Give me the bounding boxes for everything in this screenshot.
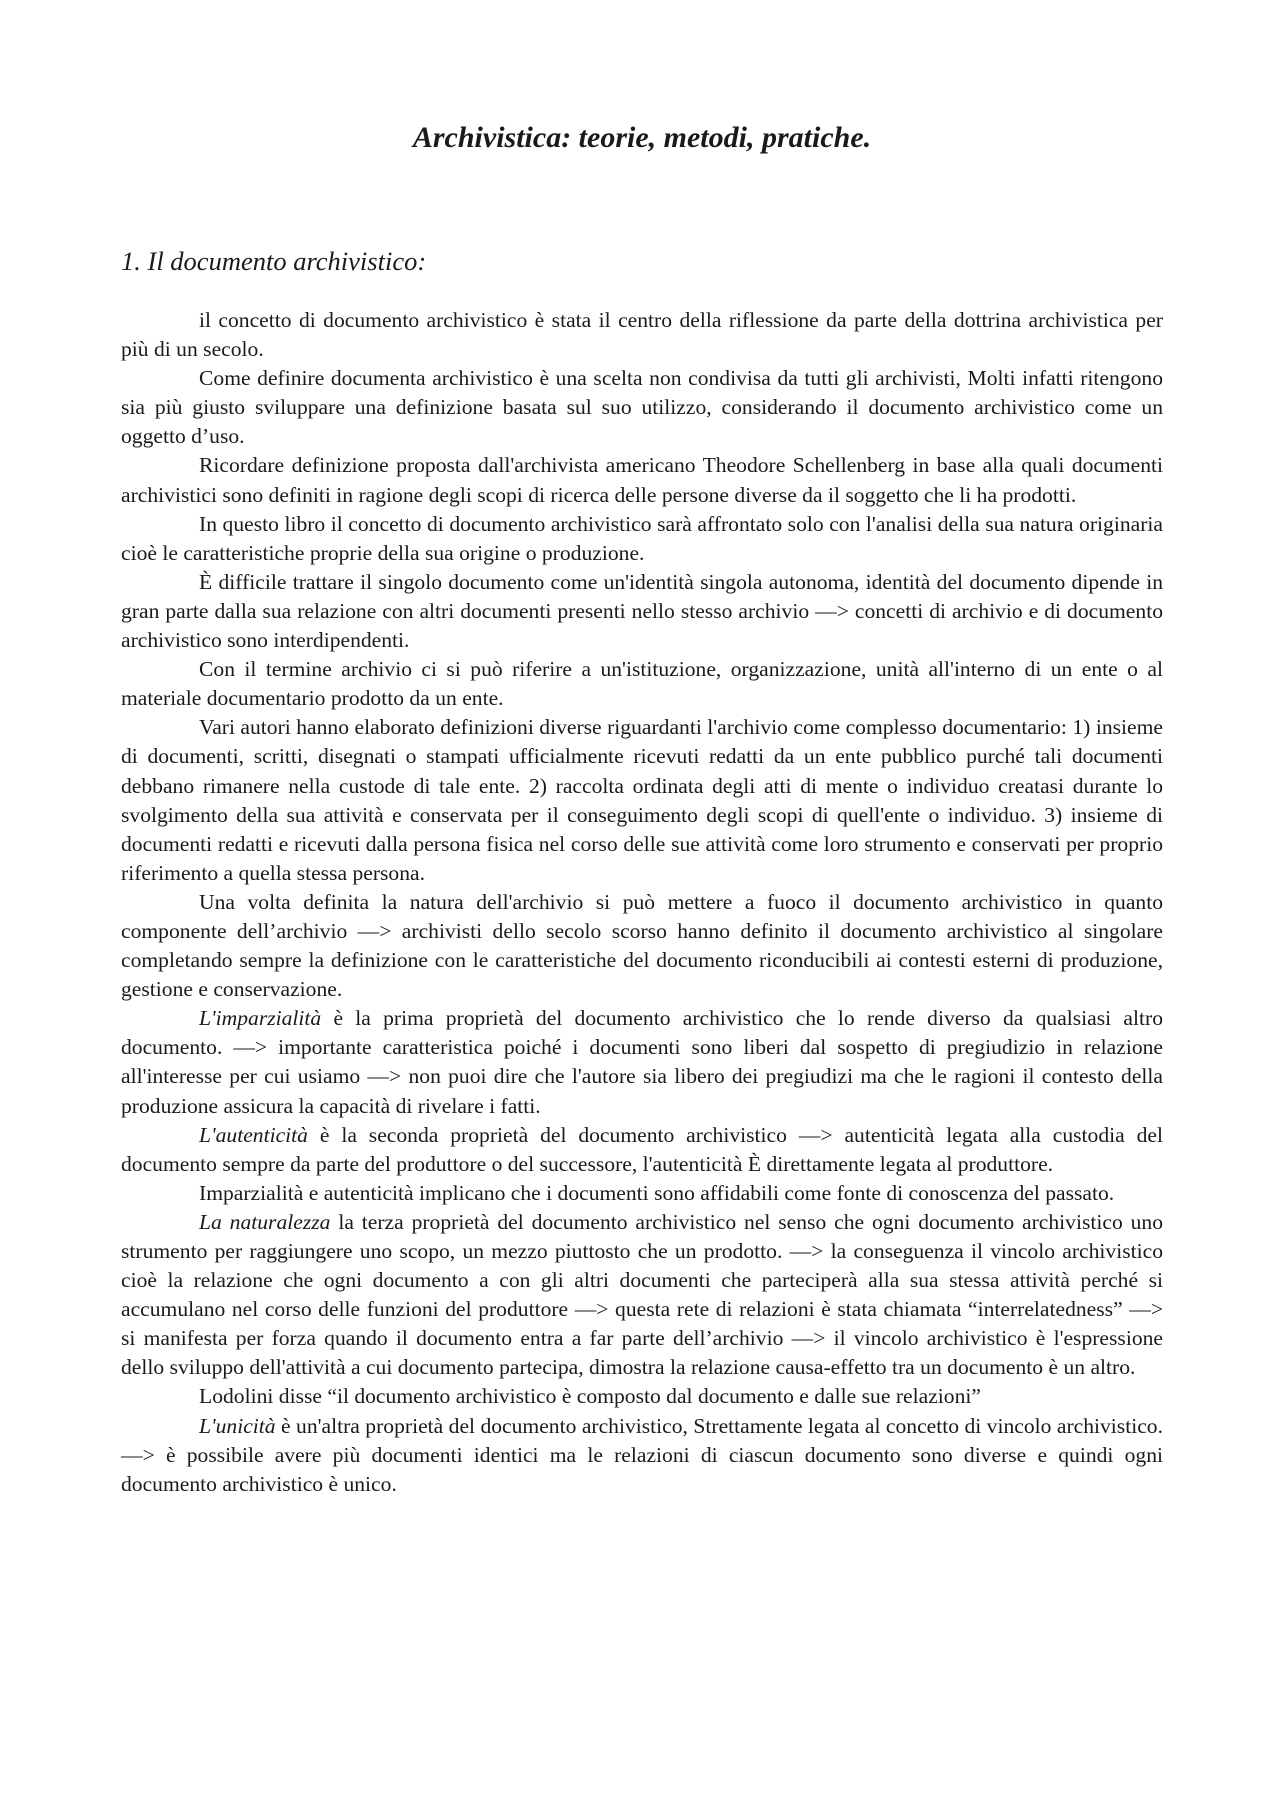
paragraph-text: è un'altra proprietà del documento archivistico, Strettamente legata al concetto di vincolo archivistico. —> è possibile avere più documenti identici ma le relazioni di ciascun documento sono diverse e quindi ogni documento archivistico è unico. [121,1413,1163,1496]
paragraph-text: Con il termine archivio ci si può riferire a un'istituzione, organizzazione, unità all'interno di un ente o al materiale documentario prodotto da un ente. [121,657,1163,711]
paragraph-text: Vari autori hanno elaborato definizioni diverse riguardanti l'archivio come complesso documentario: 1) insieme di documenti, scritti, disegnati o stampati ufficialmente ricevuti redatti da un ente pubblico purché tali documenti debbano rimanere nella custode di tale ente. 2) raccolta ordinata degli atti di mente o individuo creatasi durante lo svolgimento della sua attività e conservata per il conseguimento degli scopi di quell'ente o individuo. 3) insieme di documenti redatti e ricevuti dalla persona fisica nel corso delle sue attività come loro strumento e conservati per proprio riferimento a quella stessa persona. [121,715,1163,885]
paragraph-lead: L'imparzialità [199,1006,322,1031]
body-text [121,306,1163,1499]
paragraph [121,1382,1163,1411]
paragraph [121,364,1163,451]
paragraph-text: Ricordare definizione proposta dall'archivista americano Theodore Schellenberg in base alla quali documenti archivistici sono definiti in ragione degli scopi di ricerca delle persone diverse da il soggetto che li ha prodotti. [121,453,1163,507]
paragraph [121,1121,1163,1179]
paragraph-text: Imparzialità e autenticità implicano che i documenti sono affidabili come fonte di conoscenza del passato. [199,1180,1115,1205]
paragraph [121,451,1163,509]
paragraph-text: Come definire documenta archivistico è una scelta non condivisa da tutti gli archivisti, Molti infatti ritengono sia più giusto sviluppare una definizione basata sul suo utilizzo, considerando il documento archivistico come un oggetto d’uso. [121,366,1163,449]
paragraph [121,568,1163,655]
section-heading: 1. Il documento archivistico: [121,246,427,276]
paragraph-text: è la prima proprietà del documento archivistico che lo rende diverso da qualsiasi altro documento. —> importante caratteristica poiché i documenti sono liberi dal sospetto di pregiudizio in relazione all'interesse per cui usiamo —> non puoi dire che l'autore sia libero dei pregiudizi ma che le ragioni il contesto della produzione assicura la capacità di rivelare i fatti. [121,1006,1163,1118]
paragraph-lead: La naturalezza [199,1209,331,1234]
paragraph-text: Una volta definita la natura dell'archivio si può mettere a fuoco il documento archivistico in quanto componente dell’archivio —> archivisti dello secolo scorso hanno definito il documento archivistico al singolare completando sempre la definizione con le caratteristiche del documento riconducibili ai contesti esterni di produzione, gestione e conservazione. [121,889,1163,1002]
paragraph-text: la terza proprietà del documento archivistico nel senso che ogni documento archivistico uno strumento per raggiungere uno scopo, un mezzo piuttosto che un prodotto. —> la conseguenza il vincolo archivistico cioè la relazione che ogni documento a con gli altri documenti che parteciperà alla sua stessa attività perché si accumulano nel corso delle funzioni del produttore —> questa rete di relazioni è stata chiamata “interrelatedness” —> si manifesta per forza quando il documento entra a far parte dell’archivio —> il vincolo archivistico è l'espressione dello sviluppo dell'attività a cui documento partecipa, dimostra la relazione causa-effetto tra un documento è un altro. [121,1209,1163,1380]
paragraph-lead: L'unicità [199,1413,276,1438]
paragraph-text: il concetto di documento archivistico è stata il centro della riflessione da parte della dottrina archivistica per più di un secolo. [121,308,1163,362]
paragraph [121,510,1163,568]
paragraph-text: In questo libro il concetto di documento archivistico sarà affrontato solo con l'analisi della sua natura originaria cioè le caratteristiche proprie della sua origine o produzione. [121,511,1163,565]
paragraph [121,1004,1163,1120]
paragraph [121,655,1163,713]
paragraph-text: Lodolini disse “il documento archivistico è composto dal documento e dalle sue relazioni” [199,1384,981,1409]
paragraph-text: È difficile trattare il singolo documento come un'identità singola autonoma, identità del documento dipende in gran parte dalla sua relazione con altri documenti presenti nello stesso archivio —> concetti di archivio e di documento archivistico sono interdipendenti. [121,569,1163,653]
paragraph-lead: L'autenticità [199,1122,308,1147]
paragraph [121,1179,1163,1208]
paragraph [121,713,1163,888]
paragraph [121,306,1163,364]
document-title: Archivistica: teorie, metodi, pratiche. [412,121,872,154]
paragraph [121,1208,1163,1383]
paragraph-text: è la seconda proprietà del documento archivistico —> autenticità legata alla custodia del documento sempre da parte del produttore o del successore, l'autenticità È direttamente legata al produttore. [121,1122,1163,1176]
paragraph [121,888,1163,1004]
paragraph [121,1412,1163,1499]
